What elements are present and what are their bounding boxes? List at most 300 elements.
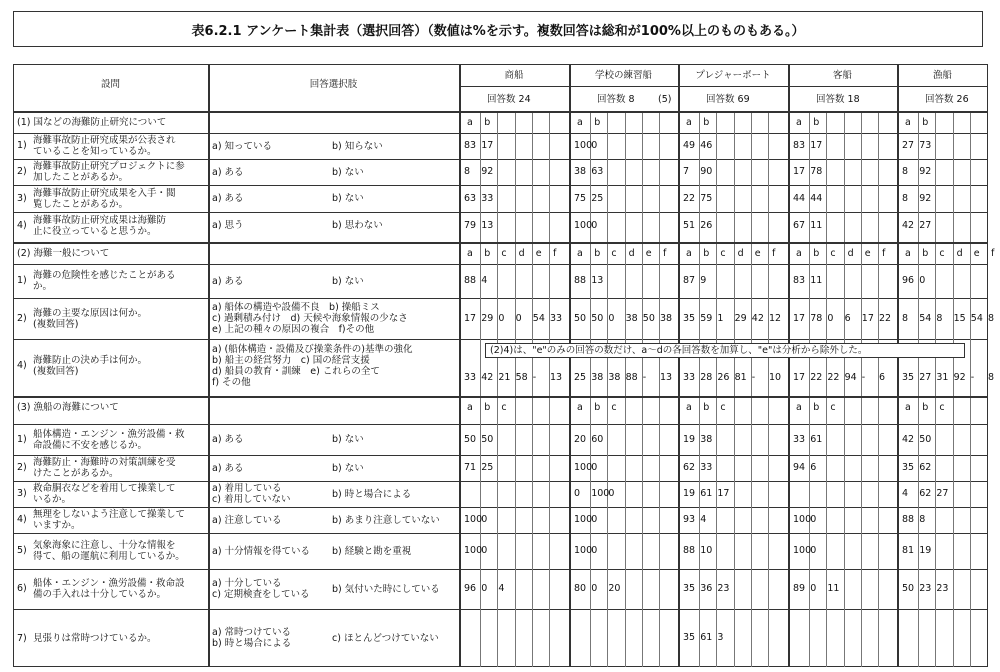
response-count-4: 回答数 18 [816, 94, 860, 105]
value-cell: 27 [936, 488, 949, 499]
value-cell: 88 [464, 275, 477, 286]
column-divider [642, 113, 643, 242]
column-divider [515, 398, 516, 667]
option-letter: a [686, 402, 692, 413]
value-cell: 90 [700, 166, 713, 177]
value-cell: 0 [574, 488, 581, 499]
value-cell: 17 [793, 312, 806, 324]
column-divider [716, 113, 717, 242]
value-cell: 100 [574, 514, 593, 525]
value-cell: 88 [625, 372, 638, 383]
row-divider [13, 609, 988, 610]
column-divider [549, 113, 550, 242]
value-cell: 96 [464, 583, 477, 594]
value-cell: 88 [902, 514, 915, 525]
option-letter: a [796, 402, 802, 413]
value-cell: 62 [683, 462, 696, 473]
value-cell: 71 [464, 462, 477, 473]
option-letter: b [594, 117, 601, 128]
column-divider [768, 113, 769, 242]
value-cell: 50 [464, 433, 477, 445]
value-cell: 58 [515, 372, 528, 383]
option-letter: f [772, 248, 776, 259]
value-cell: 50 [591, 312, 604, 324]
option-letter: b [594, 402, 601, 413]
option-letter: a [686, 117, 692, 128]
question-text: 海難事故防止研究成果を入手・閲 覧したことがあるか。 [33, 187, 176, 210]
value-cell: 13 [591, 275, 604, 286]
column-divider [716, 398, 717, 667]
option-letter: b [922, 117, 929, 128]
value-cell: 100 [574, 545, 593, 556]
column-divider [734, 398, 735, 667]
column-divider [642, 398, 643, 667]
value-cell: 23 [919, 583, 932, 594]
question-text: 救命胴衣などを着用して操業して いるか。 [33, 483, 176, 505]
value-cell: 0 [498, 312, 505, 324]
value-cell: 78 [810, 312, 823, 324]
value-cell: 73 [919, 140, 932, 151]
value-cell: 0 [481, 583, 488, 594]
value-cell: 38 [608, 372, 621, 383]
choice-line: b) 船主の経営努力 c) 国の経営支援 [212, 354, 370, 366]
column-divider [625, 113, 626, 242]
value-cell: 42 [902, 433, 915, 445]
choice-line: a) 常時つけている [212, 627, 292, 638]
value-cell: 75 [574, 192, 587, 204]
option-letter: a [467, 248, 473, 259]
value-cell: 23 [717, 583, 730, 594]
option-letter: c [501, 248, 507, 259]
column-divider [532, 398, 533, 667]
row-divider [13, 111, 988, 113]
value-cell: 49 [683, 140, 696, 151]
value-cell: 29 [734, 312, 747, 324]
choice-line: e) 上記の種々の原因の複合 f)その他 [212, 324, 375, 335]
choice-a: a) ある [212, 166, 244, 178]
value-cell: 35 [683, 583, 696, 594]
choice-a: a) ある [212, 434, 244, 445]
value-cell: 17 [464, 312, 477, 324]
section-heading: (2) 海難一般について [17, 248, 110, 259]
option-letter: c [720, 402, 726, 413]
value-cell: 92 [919, 166, 932, 177]
choice-a: a) 注意している [212, 514, 282, 526]
value-cell: 28 [700, 372, 713, 383]
row-divider [13, 212, 988, 213]
column-divider [826, 398, 827, 667]
value-cell: - [970, 372, 975, 383]
option-letter: b [922, 402, 929, 413]
option-letter: b [594, 248, 601, 259]
option-letter: c [611, 248, 617, 259]
row-divider [13, 569, 988, 570]
question-number: 4) [17, 514, 27, 525]
value-cell: 31 [936, 372, 949, 383]
value-cell: 100 [464, 545, 483, 556]
group-header-2: 学校の練習船 [594, 70, 652, 81]
value-cell: 0 [810, 583, 817, 594]
group-header-3: プレジャーボート [695, 70, 771, 81]
value-cell: 8 [902, 312, 909, 324]
value-cell: 67 [793, 219, 806, 231]
value-cell: 8 [919, 514, 926, 525]
column-divider [897, 64, 899, 667]
question-number: 1) [17, 275, 27, 286]
value-cell: 35 [683, 632, 696, 643]
value-cell: 0 [515, 312, 522, 324]
column-divider [515, 113, 516, 242]
value-cell: 12 [769, 312, 782, 324]
column-divider [459, 64, 461, 667]
option-letter: a [905, 117, 911, 128]
choice-line: c) 過剰積み付け d) 天候や海象情報の少なさ [212, 313, 408, 324]
option-letter: f [882, 248, 886, 259]
value-cell: - [751, 372, 756, 383]
value-cell: 17 [717, 488, 730, 499]
value-cell: 100 [574, 462, 593, 473]
value-cell: 4 [481, 275, 488, 286]
column-divider [625, 398, 626, 667]
choice-a: a) 知っている [212, 140, 273, 152]
value-cell: 61 [810, 433, 823, 445]
value-cell: 89 [793, 583, 806, 594]
value-cell: 38 [700, 433, 713, 445]
value-cell: 23 [936, 583, 949, 594]
value-cell: 54 [970, 312, 983, 324]
value-cell: 33 [700, 462, 713, 473]
value-cell: 33 [481, 192, 494, 204]
question-number: 5) [17, 545, 27, 556]
option-letter: b [813, 117, 820, 128]
question-number: 2) [17, 166, 27, 177]
column-divider [607, 398, 608, 667]
option-letter: b [484, 248, 491, 259]
value-cell: 46 [700, 140, 713, 151]
footnote-box: (2)4)は、"e"のみの回答の数だけ、a～dの各回答数を加算し、"e"は分析から除外した。 [485, 343, 965, 358]
value-cell: 29 [481, 312, 494, 324]
value-cell: 42 [751, 312, 764, 324]
choice-b: b) 時と場合による [332, 488, 412, 500]
value-cell: 8 [902, 192, 909, 204]
value-cell: 100 [793, 514, 812, 525]
choice-b: b) 思わない [332, 220, 383, 231]
value-cell: 27 [919, 219, 932, 231]
value-cell: 100 [464, 514, 483, 525]
column-divider [659, 113, 660, 242]
group-header-5: 漁船 [932, 70, 952, 81]
choice-line: c) 着用していない [212, 494, 291, 505]
value-cell: 20 [574, 433, 587, 445]
value-cell: 78 [810, 166, 823, 177]
option-letter: e [754, 248, 761, 259]
value-cell: 92 [481, 166, 494, 177]
value-cell: 17 [793, 166, 806, 177]
group-header-1: 商船 [504, 70, 524, 81]
value-cell: 21 [498, 372, 511, 383]
value-cell: 87 [683, 275, 696, 286]
value-cell: 38 [660, 312, 673, 324]
option-letter: a [467, 402, 473, 413]
option-letter: a [905, 248, 911, 259]
question-header: 設問 [100, 79, 120, 90]
option-letter: a [467, 117, 473, 128]
row-divider [13, 159, 988, 160]
choice-a: a) ある [212, 193, 244, 204]
question-text: 無理をしないよう注意して操業して いますか。 [33, 509, 186, 531]
value-cell: 61 [700, 632, 713, 643]
value-cell: 22 [683, 192, 696, 204]
choice-b: c) ほとんどつけていない [332, 632, 439, 644]
column-divider [826, 113, 827, 242]
value-cell: 50 [642, 312, 655, 324]
option-letter: c [830, 402, 836, 413]
option-letter: d [737, 248, 744, 259]
question-text: 海難事故防止研究成果が公表され ていることを知っているか。 [33, 135, 176, 157]
value-cell: 0 [608, 488, 615, 499]
question-number: 2) [17, 462, 27, 473]
question-number: 1) [17, 433, 27, 445]
value-cell: 26 [700, 219, 713, 231]
row-divider [13, 185, 988, 186]
value-cell: 17 [793, 372, 806, 383]
choice-line: a) 船体の構造や設備不良 b) 操船ミス [212, 302, 380, 313]
choice-line: a) 着用している [212, 483, 282, 494]
row-divider [13, 507, 988, 508]
value-cell: 0 [810, 514, 817, 525]
value-cell: 38 [625, 312, 638, 324]
value-cell: 0 [919, 275, 926, 286]
column-divider [751, 113, 752, 242]
value-cell: 33 [793, 433, 806, 445]
value-cell: 80 [574, 583, 587, 594]
option-letter: a [796, 248, 802, 259]
column-divider [208, 64, 210, 667]
question-number: 1) [17, 140, 27, 151]
value-cell: 6 [879, 372, 886, 383]
value-cell: 96 [902, 275, 915, 286]
column-divider [569, 64, 571, 667]
value-cell: 6 [844, 312, 851, 324]
choice-b: b) 知らない [332, 140, 383, 152]
value-cell: 0 [591, 140, 598, 151]
question-text: 海難の主要な原因は何か。 (複数回答) [33, 307, 148, 330]
option-letter: c [611, 402, 617, 413]
question-number: 4) [17, 359, 27, 371]
choice-b: b) ない [332, 434, 364, 445]
value-cell: 75 [700, 192, 713, 204]
row-divider [459, 86, 988, 87]
option-letter: a [577, 248, 583, 259]
value-cell: 50 [574, 312, 587, 324]
choice-b: b) 気付いた時にしている [332, 583, 440, 595]
value-cell: 0 [481, 514, 488, 525]
response-count-2: 回答数 8 [597, 94, 635, 105]
value-cell: 63 [464, 192, 477, 204]
value-cell: 35 [902, 372, 915, 383]
choice-b: b) ない [332, 193, 364, 204]
value-cell: 88 [683, 545, 696, 556]
value-cell: 27 [919, 372, 932, 383]
value-cell: 20 [608, 583, 621, 594]
option-letter: b [703, 117, 710, 128]
choice-line: f) その他 [212, 376, 251, 388]
choice-b: b) 経験と勘を重視 [332, 545, 412, 557]
value-cell: 81 [902, 545, 915, 556]
value-cell: 63 [591, 166, 604, 177]
value-cell: 19 [919, 545, 932, 556]
value-cell: 0 [481, 545, 488, 556]
value-cell: 35 [683, 312, 696, 324]
group-header-4: 客船 [832, 70, 852, 81]
value-cell: 54 [532, 312, 545, 324]
value-cell: 92 [953, 372, 966, 383]
option-letter: c [830, 248, 836, 259]
option-letter: f [991, 248, 995, 259]
value-cell: 83 [793, 275, 806, 286]
value-cell: 11 [810, 219, 823, 231]
question-number: 4) [17, 219, 27, 231]
column-divider [861, 113, 862, 242]
column-divider [768, 398, 769, 667]
choice-line: a) (船体構造・設備及び操業条件の)基準の強化 [212, 343, 413, 355]
value-cell: 26 [717, 372, 730, 383]
value-cell: 8 [988, 312, 995, 324]
question-number: 6) [17, 583, 27, 594]
option-letter: c [501, 402, 507, 413]
option-letter: a [905, 402, 911, 413]
value-cell: 54 [919, 312, 932, 324]
value-cell: 100 [591, 488, 610, 499]
value-cell: 81 [734, 372, 747, 383]
column-divider [497, 398, 498, 667]
choice-a: a) 思う [212, 220, 244, 231]
value-cell: 11 [810, 275, 823, 286]
column-divider [549, 398, 550, 667]
value-cell: - [642, 372, 647, 383]
column-divider [734, 113, 735, 242]
choice-line: c) 定期検査をしている [212, 589, 310, 600]
value-cell: 13 [550, 372, 563, 383]
choice-a: a) 十分情報を得ている [212, 545, 311, 557]
value-cell: 0 [827, 312, 834, 324]
option-letter: e [864, 248, 871, 259]
option-letter: b [813, 248, 820, 259]
option-letter: f [663, 248, 667, 259]
option-letter: e [535, 248, 542, 259]
value-cell: 8 [464, 166, 471, 177]
option-letter: c [939, 248, 945, 259]
value-cell: 0 [810, 545, 817, 556]
question-text: 気象海象に注意し、十分な情報を 得て、船の運航に利用しているか。 [33, 540, 185, 562]
value-cell: 83 [464, 140, 477, 151]
question-text: 海難事故防止研究プロジェクトに参 加したことがあるか。 [33, 161, 185, 183]
row-divider [13, 396, 988, 398]
column-divider [970, 398, 971, 667]
value-cell: 33 [683, 372, 696, 383]
option-letter: b [484, 117, 491, 128]
choices-header: 回答選択肢 [309, 79, 358, 90]
value-cell: 0 [591, 462, 598, 473]
option-letter: a [686, 248, 692, 259]
row-divider [13, 481, 988, 482]
value-cell: 1 [717, 312, 724, 324]
option-letter: a [577, 117, 583, 128]
question-text: 船体・エンジン・漁労設備・救命設 備の手入れは十分しているか。 [33, 578, 185, 600]
row-divider [13, 264, 988, 265]
choice-b: b) ない [332, 166, 364, 178]
value-cell: 94 [793, 462, 806, 473]
survey-table [13, 64, 995, 667]
value-cell: 10 [769, 372, 782, 383]
value-cell: 42 [481, 372, 494, 383]
value-cell: 10 [700, 545, 713, 556]
value-cell: 8 [902, 166, 909, 177]
choice-line: b) 時と場合による [212, 638, 292, 649]
value-cell: 35 [902, 462, 915, 473]
value-cell: 17 [810, 140, 823, 151]
value-cell: 25 [591, 192, 604, 204]
column-divider [607, 113, 608, 242]
column-divider [532, 113, 533, 242]
value-cell: 4 [700, 514, 707, 525]
value-cell: 61 [700, 488, 713, 499]
value-cell: 83 [793, 140, 806, 151]
value-cell: 50 [481, 433, 494, 445]
row-divider [13, 339, 988, 340]
value-cell: 51 [683, 219, 696, 231]
value-cell: 22 [879, 312, 892, 324]
option-letter: d [518, 248, 525, 259]
option-letter: a [796, 117, 802, 128]
choice-b: b) ない [332, 275, 364, 287]
value-cell: 19 [683, 433, 696, 445]
question-text: 海難の危険性を感じたことがある か。 [33, 270, 176, 292]
value-cell: 93 [683, 514, 696, 525]
choice-line: d) 船員の教育・訓練 e) これらの全て [212, 365, 380, 377]
option-letter: b [484, 402, 491, 413]
value-cell: 0 [591, 219, 598, 231]
question-number: 2) [17, 312, 27, 324]
question-text: 見張りは常時つけているか。 [33, 632, 157, 644]
value-cell: 44 [793, 192, 806, 204]
question-text: 船体構造・エンジン・漁労設備・救 命設備に不安を感じるか。 [33, 428, 185, 451]
value-cell: 22 [810, 372, 823, 383]
value-cell: 88 [574, 275, 587, 286]
row-divider [13, 133, 988, 134]
value-cell: 7 [683, 166, 690, 177]
value-cell: 17 [861, 312, 874, 324]
value-cell: 100 [793, 545, 812, 556]
value-cell: 62 [919, 488, 932, 499]
response-count-1: 回答数 24 [487, 94, 531, 105]
value-cell: 4 [498, 583, 505, 594]
value-cell: 22 [827, 372, 840, 383]
value-cell: 92 [919, 192, 932, 204]
value-cell: 62 [919, 462, 932, 473]
column-divider [788, 64, 790, 667]
question-number: 3) [17, 488, 27, 499]
column-divider [751, 398, 752, 667]
column-divider [844, 113, 845, 242]
response-count-3: 回答数 69 [706, 94, 750, 105]
value-cell: 17 [481, 140, 494, 151]
question-number: 7) [17, 632, 27, 644]
value-cell: 44 [810, 192, 823, 204]
row-divider [13, 298, 988, 299]
question-text: 海難防止・海難時の対策訓練を受 けたことがあるか。 [33, 457, 176, 479]
response-note-2: (5) [658, 94, 672, 105]
